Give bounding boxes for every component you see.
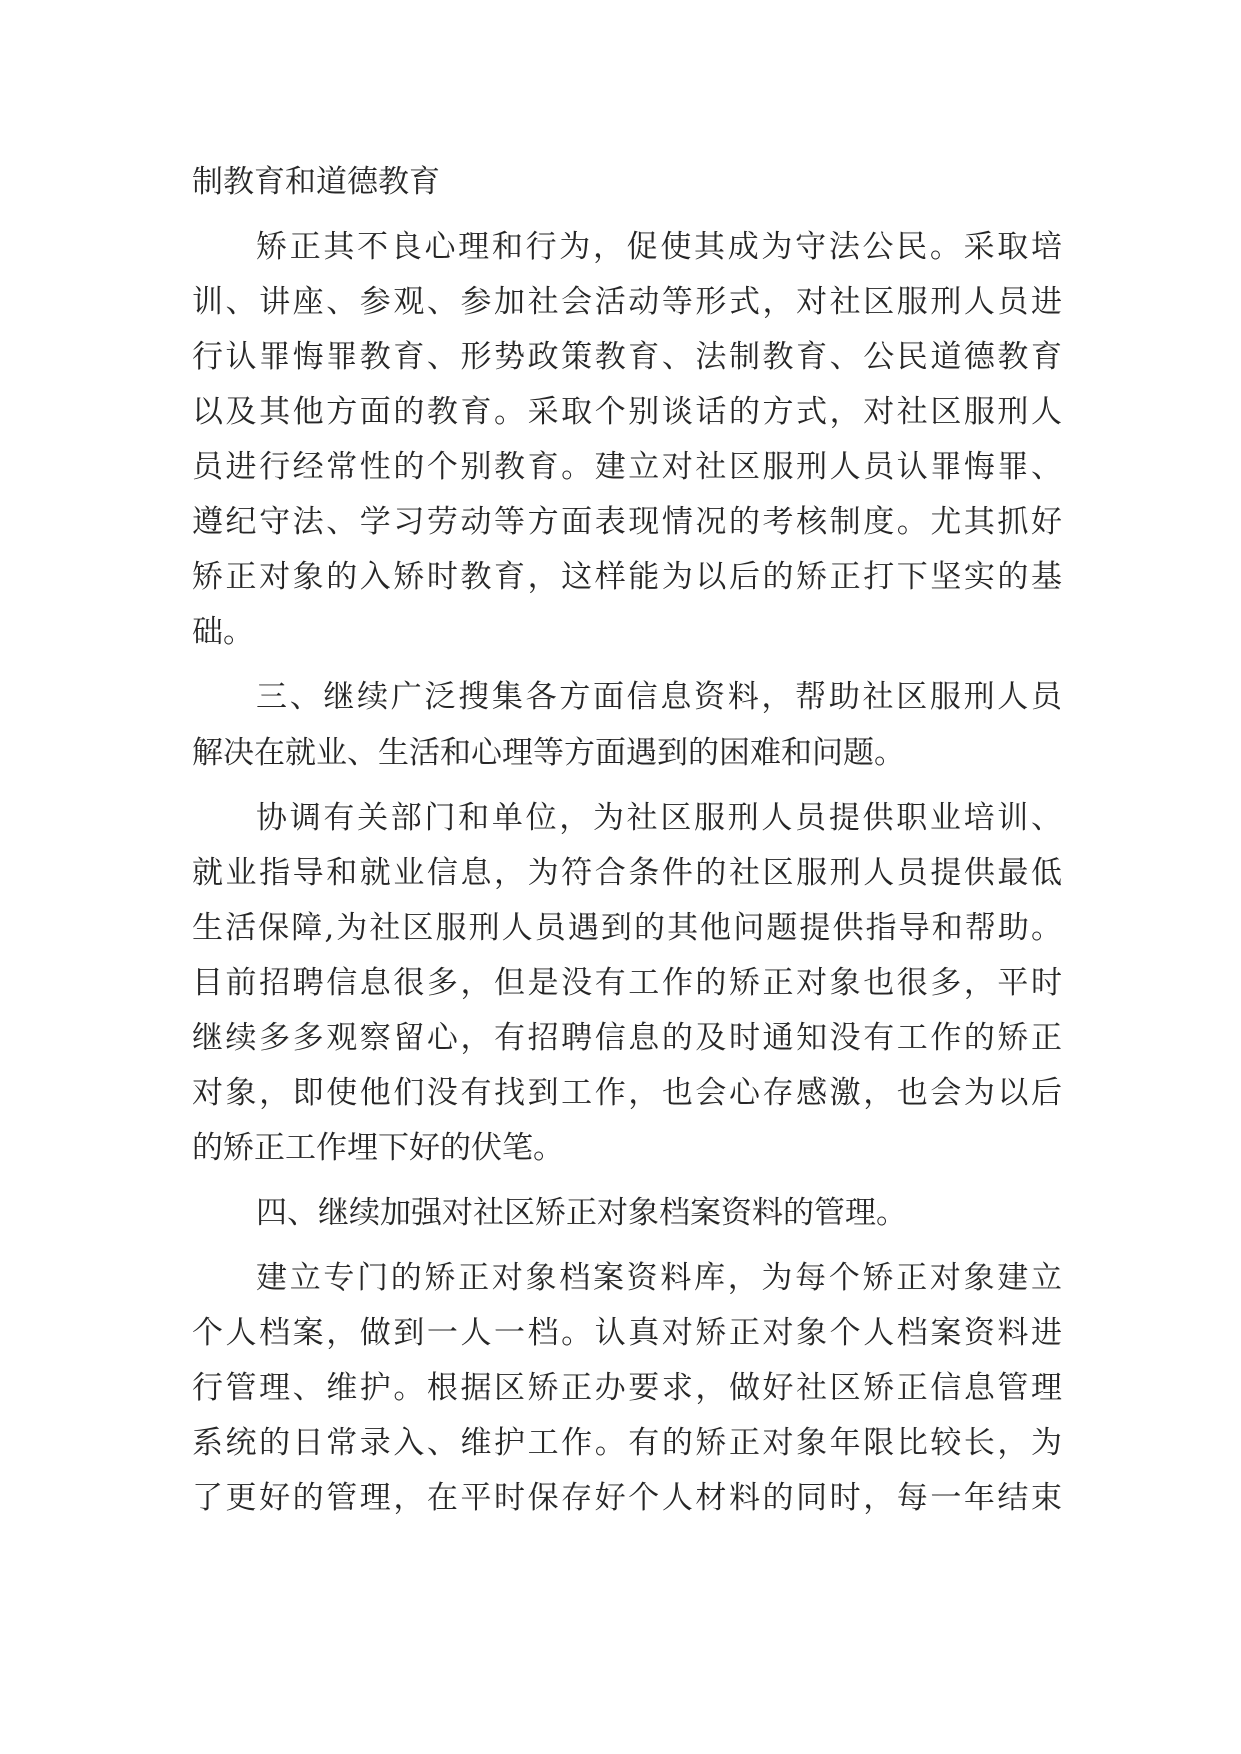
text-line: 行管理、维护。根据区矫正办要求，做好社区矫正信息管理 xyxy=(192,1370,1062,1406)
text-line: 协调有关部门和单位，为社区服刑人员提供职业培训、 xyxy=(256,800,1062,836)
text-line: 行认罪悔罪教育、形势政策教育、法制教育、公民道德教育 xyxy=(192,339,1062,375)
text-line: 对象，即使他们没有找到工作，也会心存感激，也会为以后 xyxy=(192,1075,1062,1111)
text-line: 训、讲座、参观、参加社会活动等形式，对社区服刑人员进 xyxy=(192,284,1062,320)
text-line: 建立专门的矫正对象档案资料库，为每个矫正对象建立 xyxy=(256,1260,1062,1296)
text-line: 个人档案，做到一人一档。认真对矫正对象个人档案资料进 xyxy=(192,1315,1062,1351)
text-line: 遵纪守法、学习劳动等方面表现情况的考核制度。尤其抓好 xyxy=(192,504,1062,540)
section-heading: 四、继续加强对社区矫正对象档案资料的管理。 xyxy=(256,1195,907,1231)
text-line: 继续多多观察留心，有招聘信息的及时通知没有工作的矫正 xyxy=(192,1020,1062,1056)
text-line: 生活保障,为社区服刑人员遇到的其他问题提供指导和帮助。 xyxy=(192,910,1062,946)
text-line: 的矫正工作埋下好的伏笔。 xyxy=(192,1130,564,1166)
text-line: 制教育和道德教育 xyxy=(192,164,440,200)
text-line: 矫正对象的入矫时教育，这样能为以后的矫正打下坚实的基 xyxy=(192,559,1062,595)
section-heading: 三、继续广泛搜集各方面信息资料，帮助社区服刑人员 xyxy=(256,679,1062,715)
text-line: 员进行经常性的个别教育。建立对社区服刑人员认罪悔罪、 xyxy=(192,449,1062,485)
text-line: 目前招聘信息很多，但是没有工作的矫正对象也很多，平时 xyxy=(192,965,1062,1001)
text-line: 了更好的管理，在平时保存好个人材料的同时，每一年结束 xyxy=(192,1480,1062,1516)
text-line: 系统的日常录入、维护工作。有的矫正对象年限比较长，为 xyxy=(192,1425,1062,1461)
text-line: 以及其他方面的教育。采取个别谈话的方式，对社区服刑人 xyxy=(192,394,1062,430)
text-line: 矫正其不良心理和行为，促使其成为守法公民。采取培 xyxy=(256,229,1062,265)
text-line: 础。 xyxy=(192,614,254,650)
section-heading: 解决在就业、生活和心理等方面遇到的困难和问题。 xyxy=(192,735,905,771)
text-line: 就业指导和就业信息，为符合条件的社区服刑人员提供最低 xyxy=(192,855,1062,891)
